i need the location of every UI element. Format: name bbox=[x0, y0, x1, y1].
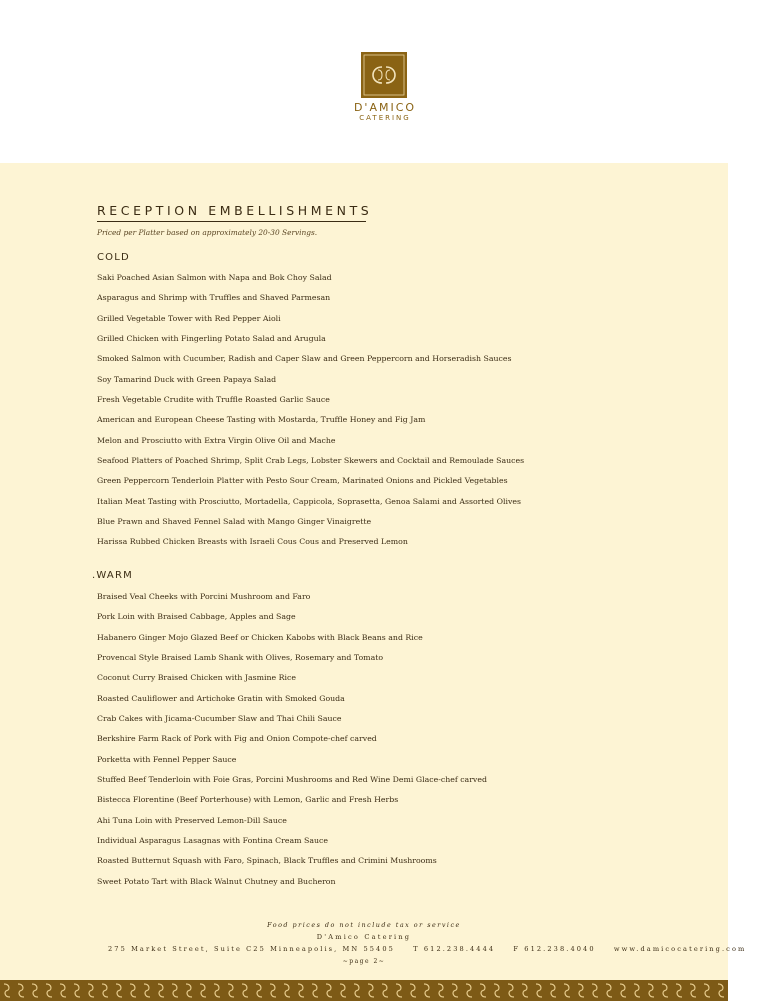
list-item: Pork Loin with Braised Cabbage, Apples and Sage bbox=[97, 612, 296, 622]
header-band bbox=[0, 0, 728, 163]
pricing-note: Priced per Platter based on approximately 20-30 Servings. bbox=[97, 228, 318, 237]
list-item: Grilled Vegetable Tower with Red Pepper Aioli bbox=[97, 313, 281, 323]
warm-items-list bbox=[97, 587, 487, 892]
tax-note: Food prices do not include tax or service bbox=[267, 921, 461, 929]
list-item: American and European Cheese Tasting with Mostarda, Truffle Honey and Fig Jam bbox=[97, 415, 426, 425]
cold-items-list bbox=[97, 268, 524, 553]
footer-website-link[interactable]: www.damicocatering.com bbox=[613, 945, 747, 953]
list-item: Porketta with Fennel Pepper Sauce bbox=[97, 754, 237, 764]
list-item: Individual Asparagus Lasagnas with Fontina Cream Sauce bbox=[97, 835, 328, 845]
list-item: Habanero Ginger Mojo Glazed Beef or Chicken Kabobs with Black Beans and Rice bbox=[97, 632, 423, 642]
decorative-border bbox=[0, 980, 728, 1001]
list-item: Fresh Vegetable Crudite with Truffle Roasted Garlic Sauce bbox=[97, 394, 330, 404]
list-item: Smoked Salmon with Cucumber, Radish and Caper Slaw and Green Peppercorn and Horseradish Sauces bbox=[97, 354, 512, 364]
list-item: Berkshire Farm Rack of Pork with Fig and Onion Compote-chef carved bbox=[97, 734, 377, 744]
footer-company: D'Amico Catering bbox=[316, 933, 412, 941]
list-item: Roasted Cauliflower and Artichoke Gratin with Smoked Gouda bbox=[97, 693, 345, 703]
section-cold-heading: COLD bbox=[97, 252, 130, 263]
list-item: Ahi Tuna Loin with Preserved Lemon-Dill Sauce bbox=[97, 815, 287, 825]
page-number: ~page 2~ bbox=[342, 958, 386, 965]
list-item: Seafood Platters of Poached Shrimp, Split Crab Legs, Lobster Skewers and Cocktail and Remoulade Sauces bbox=[97, 455, 525, 465]
list-item: Sweet Potato Tart with Black Walnut Chutney and Bucheron bbox=[97, 876, 336, 886]
footer-address: 275 Market Street, Suite C25 Minneapolis, MN 55405 bbox=[108, 945, 395, 953]
list-item: Stuffed Beef Tenderloin with Foie Gras, Porcini Mushrooms and Red Wine Demi Glace-chef carved bbox=[97, 774, 487, 784]
brand-name: D'AMICO bbox=[353, 101, 417, 114]
list-item: Harissa Rubbed Chicken Breasts with Israeli Cous Cous and Preserved Lemon bbox=[97, 537, 408, 547]
list-item: Roasted Butternut Squash with Faro, Spinach, Black Truffles and Crimini Mushrooms bbox=[97, 856, 437, 866]
list-item: Asparagus and Shrimp with Truffles and Shaved Parmesan bbox=[97, 293, 331, 303]
brand-subtitle: CATERING bbox=[359, 114, 411, 122]
list-item: Coconut Curry Braised Chicken with Jasmine Rice bbox=[97, 673, 296, 683]
monogram-logo-icon bbox=[361, 52, 407, 98]
list-item: Braised Veal Cheeks with Porcini Mushroom and Faro bbox=[97, 592, 311, 601]
page-title: RECEPTION EMBELLISHMENTS bbox=[97, 203, 373, 218]
list-item: Provencal Style Braised Lamb Shank with Olives, Rosemary and Tomato bbox=[97, 652, 384, 662]
list-item: Saki Poached Asian Salmon with Napa and Bok Choy Salad bbox=[97, 273, 332, 282]
list-item: Bistecca Florentine (Beef Porterhouse) with Lemon, Garlic and Fresh Herbs bbox=[97, 795, 399, 805]
footer-phone: T 612.238.4444 bbox=[413, 945, 496, 953]
title-divider bbox=[97, 221, 366, 222]
list-item: Green Peppercorn Tenderloin Platter with Pesto Sour Cream, Marinated Onions and Pickled Vegetables bbox=[97, 476, 508, 486]
list-item: Blue Prawn and Shaved Fennel Salad with Mango Ginger Vinaigrette bbox=[97, 516, 372, 526]
list-item: Crab Cakes with Jicama-Cucumber Slaw and Thai Chili Sauce bbox=[97, 713, 342, 723]
list-item: Soy Tamarind Duck with Green Papaya Salad bbox=[97, 374, 277, 384]
list-item: Grilled Chicken with Fingerling Potato Salad and Arugula bbox=[97, 333, 326, 343]
list-item: Italian Meat Tasting with Prosciutto, Mortadella, Cappicola, Soprasetta, Genoa Salami and Assorted Olives bbox=[97, 496, 522, 506]
list-item: Melon and Prosciutto with Extra Virgin Olive Oil and Mache bbox=[97, 435, 336, 445]
section-warm-heading: .WARM bbox=[92, 570, 133, 581]
footer-contact bbox=[108, 945, 760, 953]
footer-fax: F 612.238.4040 bbox=[513, 945, 596, 953]
